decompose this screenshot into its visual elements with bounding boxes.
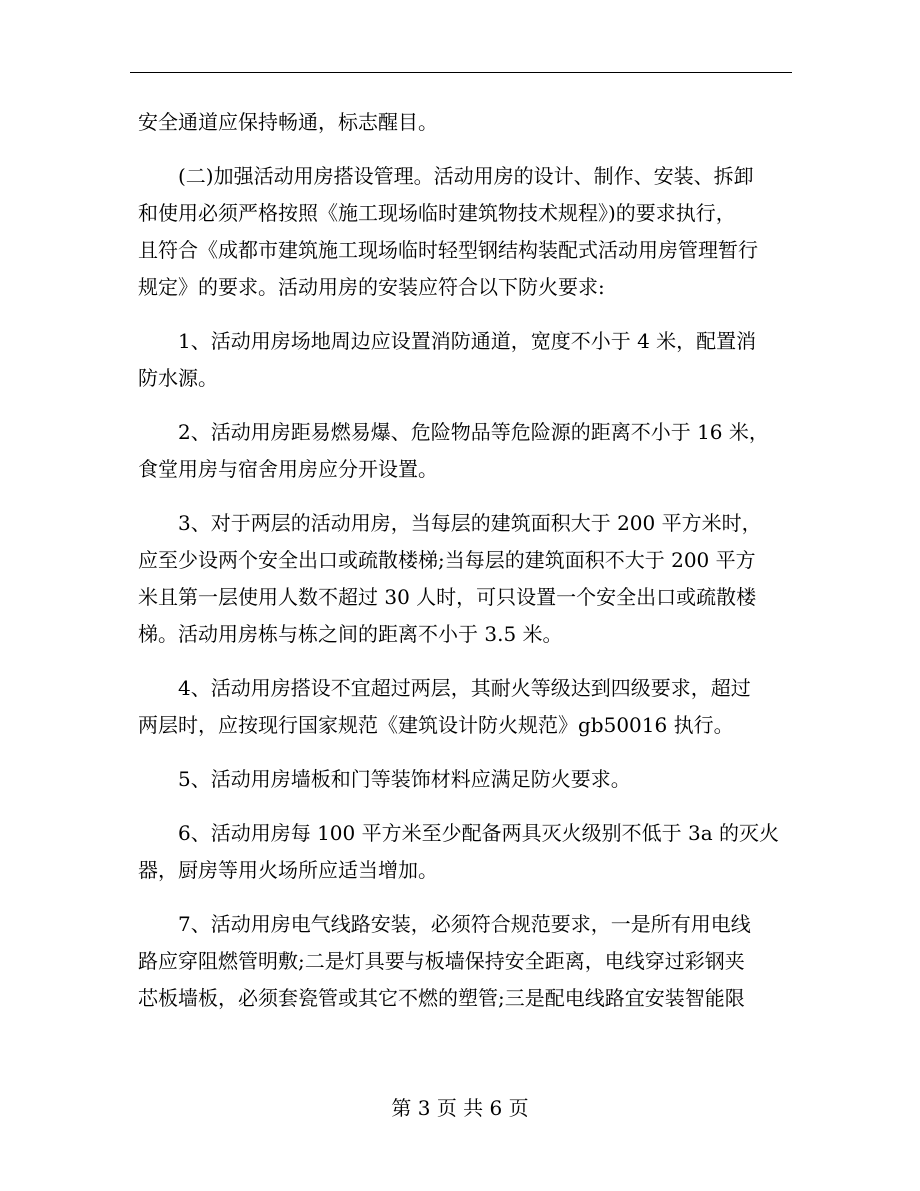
text-line: (二)加强活动用房搭设管理。活动用房的设计、制作、安装、拆卸 <box>178 164 754 188</box>
text-line: 2、活动用房距易燃易爆、危险物品等危险源的距离不小于 16 米， <box>178 420 769 444</box>
text-line: 和使用必须严格按照《施工现场临时建筑物技术规程》)的要求执行， <box>138 201 736 225</box>
paragraph-continuation <box>138 104 798 141</box>
text-line: 规定》的要求。活动用房的安装应符合以下防火要求: <box>138 275 605 299</box>
text-line: 两层时，应按现行国家规范《建筑设计防火规范》gb50016 执行。 <box>138 713 734 737</box>
paragraph-item-5 <box>138 761 798 798</box>
paragraph-item-4 <box>138 670 798 744</box>
text-line: 防水源。 <box>138 366 218 390</box>
text-line: 芯板墙板，必须套瓷管或其它不燃的塑管;三是配电线路宜安装智能限 <box>138 986 745 1010</box>
page-number: 第 3 页 共 6 页 <box>391 1096 529 1120</box>
paragraph-item-2 <box>138 414 798 488</box>
document-body <box>138 104 798 1017</box>
text-line: 3、对于两层的活动用房，当每层的建筑面积大于 200 平方米时， <box>178 511 762 535</box>
paragraph-item-3 <box>138 505 798 653</box>
header-rule <box>130 72 792 73</box>
paragraph-item-6 <box>138 815 798 889</box>
text-line: 器，厨房等用火场所应适当增加。 <box>138 858 438 882</box>
text-line: 应至少设两个安全出口或疏散楼梯;当每层的建筑面积不大于 200 平方 <box>138 548 756 572</box>
paragraph-item-7 <box>138 906 798 1017</box>
text-line: 米且第一层使用人数不超过 30 人时，可只设置一个安全出口或疏散楼 <box>138 585 757 609</box>
paragraph-item-1 <box>138 323 798 397</box>
text-line: 6、活动用房每 100 平方米至少配备两具灭火级别不低于 3a 的灭火 <box>178 821 779 845</box>
text-line: 安全通道应保持畅通，标志醒目。 <box>138 110 438 134</box>
text-line: 且符合《成都市建筑施工现场临时轻型钢结构装配式活动用房管理暂行 <box>138 238 758 262</box>
text-line: 食堂用房与宿舍用房应分开设置。 <box>138 457 438 481</box>
text-line: 1、活动用房场地周边应设置消防通道，宽度不小于 4 米，配置消 <box>178 329 757 353</box>
paragraph-section-2 <box>138 158 798 306</box>
text-line: 路应穿阻燃管明敷;二是灯具要与板墙保持安全距离，电线穿过彩钢夹 <box>138 949 745 973</box>
text-line: 7、活动用房电气线路安装，必须符合规范要求，一是所有用电线 <box>178 912 751 936</box>
text-line: 梯。活动用房栋与栋之间的距离不小于 3.5 米。 <box>138 622 563 646</box>
text-line: 4、活动用房搭设不宜超过两层，其耐火等级达到四级要求，超过 <box>178 676 751 700</box>
text-line: 5、活动用房墙板和门等装饰材料应满足防火要求。 <box>178 767 631 791</box>
